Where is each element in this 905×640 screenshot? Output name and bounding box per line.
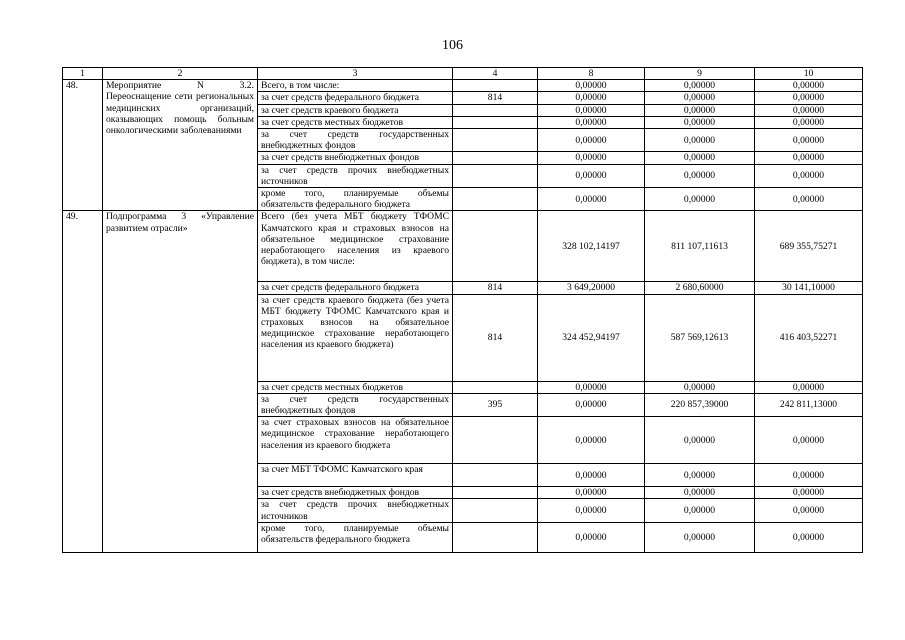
value-col8: 0,00000 — [538, 80, 645, 92]
funding-source: за счет средств краевого бюджета (без учета МБТ бюджету ТФОМС Камчатского края и страховых взносов на обязательное медицинское страхование неработающего населения из краевого бюджета) — [258, 294, 453, 381]
value-col8: 0,00000 — [538, 116, 645, 128]
budget-code — [453, 417, 538, 464]
funding-source: за счет средств прочих внебюджетных источников — [258, 164, 453, 187]
value-col8: 0,00000 — [538, 499, 645, 522]
header-cell-col1: 1 — [63, 68, 103, 80]
value-col10: 0,00000 — [755, 464, 863, 487]
header-cell-col10: 10 — [755, 68, 863, 80]
value-col9: 0,00000 — [645, 116, 755, 128]
value-col10: 416 403,52271 — [755, 294, 863, 381]
value-col9: 0,00000 — [645, 381, 755, 393]
value-col8: 0,00000 — [538, 104, 645, 116]
item-name: Подпрограмма 3 «Управление развитием отрасли» — [103, 211, 258, 552]
budget-code — [453, 499, 538, 522]
value-col8: 0,00000 — [538, 393, 645, 416]
header-cell-col2: 2 — [103, 68, 258, 80]
funding-source: за счет средств внебюджетных фондов — [258, 152, 453, 164]
budget-code — [453, 104, 538, 116]
budget-code — [453, 80, 538, 92]
budget-code — [453, 188, 538, 211]
budget-code — [453, 116, 538, 128]
value-col10: 0,00000 — [755, 522, 863, 552]
budget-code — [453, 152, 538, 164]
header-row — [63, 68, 863, 80]
funding-source: за счет средств внебюджетных фондов — [258, 487, 453, 499]
funding-source: Всего (без учета МБТ бюджету ТФОМС Камчатского края и страховых взносов на обязательное медицинское страхование неработающего населения из краевого бюджета), в том числе: — [258, 211, 453, 282]
funding-source: за счет МБТ ТФОМС Камчатского края — [258, 464, 453, 487]
header-cell-col8: 8 — [538, 68, 645, 80]
value-col9: 2 680,60000 — [645, 282, 755, 294]
value-col10: 0,00000 — [755, 188, 863, 211]
value-col9: 0,00000 — [645, 188, 755, 211]
page-number: 106 — [442, 38, 463, 53]
value-col10: 0,00000 — [755, 499, 863, 522]
value-col8: 0,00000 — [538, 417, 645, 464]
budget-code — [453, 487, 538, 499]
value-col10: 0,00000 — [755, 381, 863, 393]
value-col9: 0,00000 — [645, 499, 755, 522]
value-col9: 0,00000 — [645, 104, 755, 116]
funding-source: за счет средств федерального бюджета — [258, 282, 453, 294]
value-col8: 0,00000 — [538, 188, 645, 211]
funding-source: за счет средств государственных внебюджетных фондов — [258, 129, 453, 152]
value-col9: 0,00000 — [645, 164, 755, 187]
value-col10: 0,00000 — [755, 417, 863, 464]
value-col10: 0,00000 — [755, 80, 863, 92]
header-cell-col3: 3 — [258, 68, 453, 80]
item-name: Мероприятие N 3.2. Переоснащение сети региональных медицинских организаций, оказывающих помощь больным онкологическими заболеваниями — [103, 80, 258, 211]
value-col8: 0,00000 — [538, 381, 645, 393]
header-cell-col9: 9 — [645, 68, 755, 80]
funding-source: за счет средств краевого бюджета — [258, 104, 453, 116]
budget-code: 395 — [453, 393, 538, 416]
value-col9: 587 569,12613 — [645, 294, 755, 381]
funding-source: за счет средств федерального бюджета — [258, 92, 453, 104]
item-number: 48. — [63, 80, 103, 211]
value-col8: 328 102,14197 — [538, 211, 645, 282]
budget-code: 814 — [453, 92, 538, 104]
budget-code — [453, 464, 538, 487]
funding-source: Всего, в том числе: — [258, 80, 453, 92]
value-col8: 0,00000 — [538, 129, 645, 152]
value-col9: 0,00000 — [645, 487, 755, 499]
value-col9: 0,00000 — [645, 92, 755, 104]
funding-source: за счет средств местных бюджетов — [258, 381, 453, 393]
header-cell-col4: 4 — [453, 68, 538, 80]
funding-source: за счет страховых взносов на обязательное медицинское страхование неработающего населения из краевого бюджета — [258, 417, 453, 464]
value-col8: 324 452,94197 — [538, 294, 645, 381]
value-col10: 242 811,13000 — [755, 393, 863, 416]
value-col8: 0,00000 — [538, 487, 645, 499]
value-col10: 0,00000 — [755, 104, 863, 116]
funding-source: за счет средств местных бюджетов — [258, 116, 453, 128]
budget-code — [453, 522, 538, 552]
value-col9: 0,00000 — [645, 129, 755, 152]
value-col9: 0,00000 — [645, 417, 755, 464]
value-col10: 0,00000 — [755, 92, 863, 104]
value-col10: 30 141,10000 — [755, 282, 863, 294]
value-col9: 0,00000 — [645, 152, 755, 164]
value-col9: 220 857,39000 — [645, 393, 755, 416]
value-col8: 0,00000 — [538, 92, 645, 104]
funding-source: кроме того, планируемые объемы обязательств федерального бюджета — [258, 522, 453, 552]
value-col8: 0,00000 — [538, 464, 645, 487]
value-col9: 0,00000 — [645, 464, 755, 487]
table-row — [63, 80, 863, 92]
budget-code: 814 — [453, 282, 538, 294]
funding-source: за счет средств государственных внебюджетных фондов — [258, 393, 453, 416]
value-col10: 0,00000 — [755, 487, 863, 499]
budget-code: 814 — [453, 294, 538, 381]
item-number: 49. — [63, 211, 103, 552]
value-col10: 0,00000 — [755, 164, 863, 187]
funding-source: кроме того, планируемые объемы обязательств федерального бюджета — [258, 188, 453, 211]
value-col9: 0,00000 — [645, 80, 755, 92]
budget-code — [453, 164, 538, 187]
value-col8: 0,00000 — [538, 152, 645, 164]
value-col8: 0,00000 — [538, 522, 645, 552]
budget-code — [453, 211, 538, 282]
value-col10: 0,00000 — [755, 116, 863, 128]
budget-code — [453, 381, 538, 393]
value-col9: 0,00000 — [645, 522, 755, 552]
table-body — [63, 68, 863, 553]
value-col8: 3 649,20000 — [538, 282, 645, 294]
value-col10: 689 355,75271 — [755, 211, 863, 282]
budget-table — [62, 67, 863, 553]
budget-code — [453, 129, 538, 152]
table-row — [63, 211, 863, 282]
value-col10: 0,00000 — [755, 129, 863, 152]
value-col10: 0,00000 — [755, 152, 863, 164]
value-col9: 811 107,11613 — [645, 211, 755, 282]
value-col8: 0,00000 — [538, 164, 645, 187]
funding-source: за счет средств прочих внебюджетных источников — [258, 499, 453, 522]
